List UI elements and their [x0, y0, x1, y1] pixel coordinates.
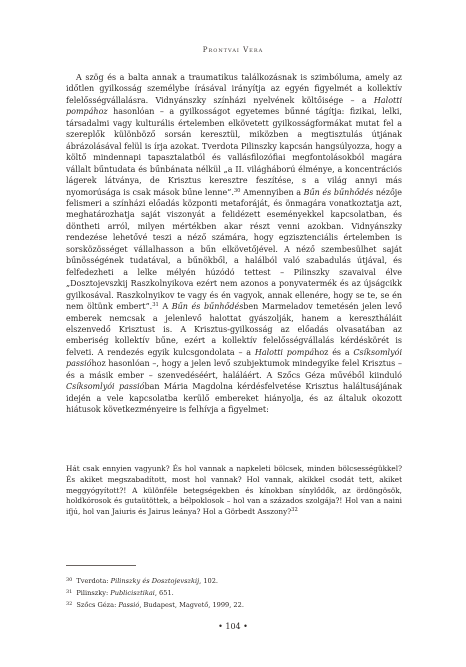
footnote-number: 30 — [66, 577, 73, 583]
quote-text — [66, 464, 402, 518]
italic-title: Csíksomlyói passió — [66, 382, 145, 392]
text-run: Pilinszky: — [76, 588, 111, 597]
text-run: , Budapest, Magvető, 1999, 22. — [139, 600, 244, 609]
italic-title: Bűn és bűnhődés — [171, 302, 244, 312]
footnote-text — [76, 577, 218, 585]
quote-body: Hát csak ennyien vagyunk? És hol vannak a napkeleti bölcsek, minden bölcsességükkel? És akiket megszabadított, most hol vannak? Hol vannak, akikkel csodát tett, akiket meggyógyított?! A különféle betegségekben és kínokban sínylődők, az ördöngösök, holdkórosok és gutaütöttek, a bélpoklosok – hol van a százados szolgája?! Hol van a naini ifjú, hol van Jaiuris és Jairus leánya? Hol a Görbedt Asszony? — [66, 464, 402, 517]
italic-title: Publicisztikai — [110, 588, 155, 597]
footnote-number: 32 — [66, 600, 73, 607]
italic-title: Passió — [118, 600, 140, 609]
running-header: Prontvai Vera — [202, 46, 264, 54]
footnote-marker: 32 — [291, 507, 298, 514]
italic-title: Halotti pompá — [254, 347, 315, 357]
text-run: Amennyiben a — [240, 187, 304, 197]
text-run: ben Marmeladov temetésén jelen levő emberek nemcsak a jelenlevő halottat gyászolják, hanem a keresztháláit elszenvedő Krisztust is. A Krisztus-gyilkosság az előadás olvasatában az emberiség kollektív bűne, ezért a kollektív felelősségvállalás kérdéskörét is felveti. A rendezés egyik kulcsgondolata – a — [66, 302, 402, 357]
text-run: hoz hasonlóan –, hogy a jelen levő szubjektumok mindegyike felel Krisztus – és a másik ember – szenvedéséért, haláláért. A Szőcs Géza művéből kiinduló — [66, 359, 402, 380]
text-run: A szög és a balta annak a traumatikus találkozásnak is szimbóluma, amely az időtlen gyilkosság személybe írásával irányítja az egyén figyelmét a kollektív felelősségvállalásra. Vidnyánszky színházi nyelvének költőisége – a — [66, 73, 402, 105]
footnote-text — [76, 601, 244, 609]
footnote — [66, 599, 402, 611]
italic-title: Halotti pompához — [66, 95, 402, 117]
text-run: , 102. — [199, 577, 219, 585]
text-run: , 651. — [154, 588, 174, 597]
text-run: nézője felismeri a színházi előadás központi metaforáját, és önmagára vonatkoztatja azt, meghatározhatja saját viszonyát a felidézett eseményekkel kapcsolatban, és döntheti arról, milyen mértékben akar részt venni azokban. Vidnyánszky rendezése lehetővé teszi a néző számára, hogy egzisztenciális értelemben is sorsközösséget vállalhasson a bűn elkövetőjével. A néző szembesülhet saját bűnösségének tudatával, a bűnökből, a halálból való szabadulás útjával, és felfedezheti a lelke mélyén húzódó tettest – Pilinszky szavaival élve „Dosztojevszkij Raszkolnyikova ezért nem azonos a ponyvatermék és az újságcikk gyilkosával. Raszkolnyikov te vagy és én vagyok, annak ellenére, hogy se te, se én nem öltünk embert”. — [66, 187, 403, 312]
body-text — [66, 72, 402, 416]
italic-title: Bűn és bűnhődés — [303, 187, 374, 197]
footnote-text — [76, 589, 173, 597]
text-run: A — [158, 302, 172, 312]
text-run: hoz és a — [314, 347, 354, 357]
paragraph — [66, 72, 402, 416]
footnote-marker: 31 — [152, 302, 159, 309]
footnotes — [66, 575, 402, 610]
italic-title: Pilinszky és Dosztojevszkij — [110, 577, 200, 585]
footnote — [66, 575, 402, 587]
text-run: ban Mária Magdolna kérdésfelvetése Krisztus haláltusájának idején a vele kapcsolatba kerülő embereket hiányolja, és az általuk okozott hiátusok következményeire is felhívja a figyelmet: — [66, 382, 402, 415]
footnote-number: 31 — [66, 588, 73, 595]
footnote-divider — [66, 565, 136, 566]
text-run: hasonlóan – a gyilkosságot egyetemes bűnné tágítja: fizikai, lelki, társadalmi vagy kulturális értelemben elkövetett gyilkosságformákat mutat fel a szereplők különböző sorsán keresztül, miközben a megtisztulás útjának ábrázolásával felül is írja azokat. Tverdota Pilinszky kapcsán hangsúlyozza, hogy a költő mindennapi tapasztalatból és vallásfilozófiai megfontolásokból magára vállalt bűntudata és bűnbánata nélkül „a II. világháború élménye, a koncentrációs lágerek látványa, de Krisztus keresztre feszítése, s a világ annyi más nyomorúsága is csak mások bűne lenne”. — [66, 107, 402, 197]
footnote — [66, 587, 402, 599]
page-number: • 104 • — [218, 622, 248, 631]
block-quote — [66, 464, 402, 518]
text-run: Tverdota: — [76, 577, 111, 585]
footnote-marker: 30 — [233, 187, 241, 194]
italic-title: Csíksomlyói passió — [66, 347, 402, 369]
text-run: Szőcs Géza: — [76, 600, 119, 609]
